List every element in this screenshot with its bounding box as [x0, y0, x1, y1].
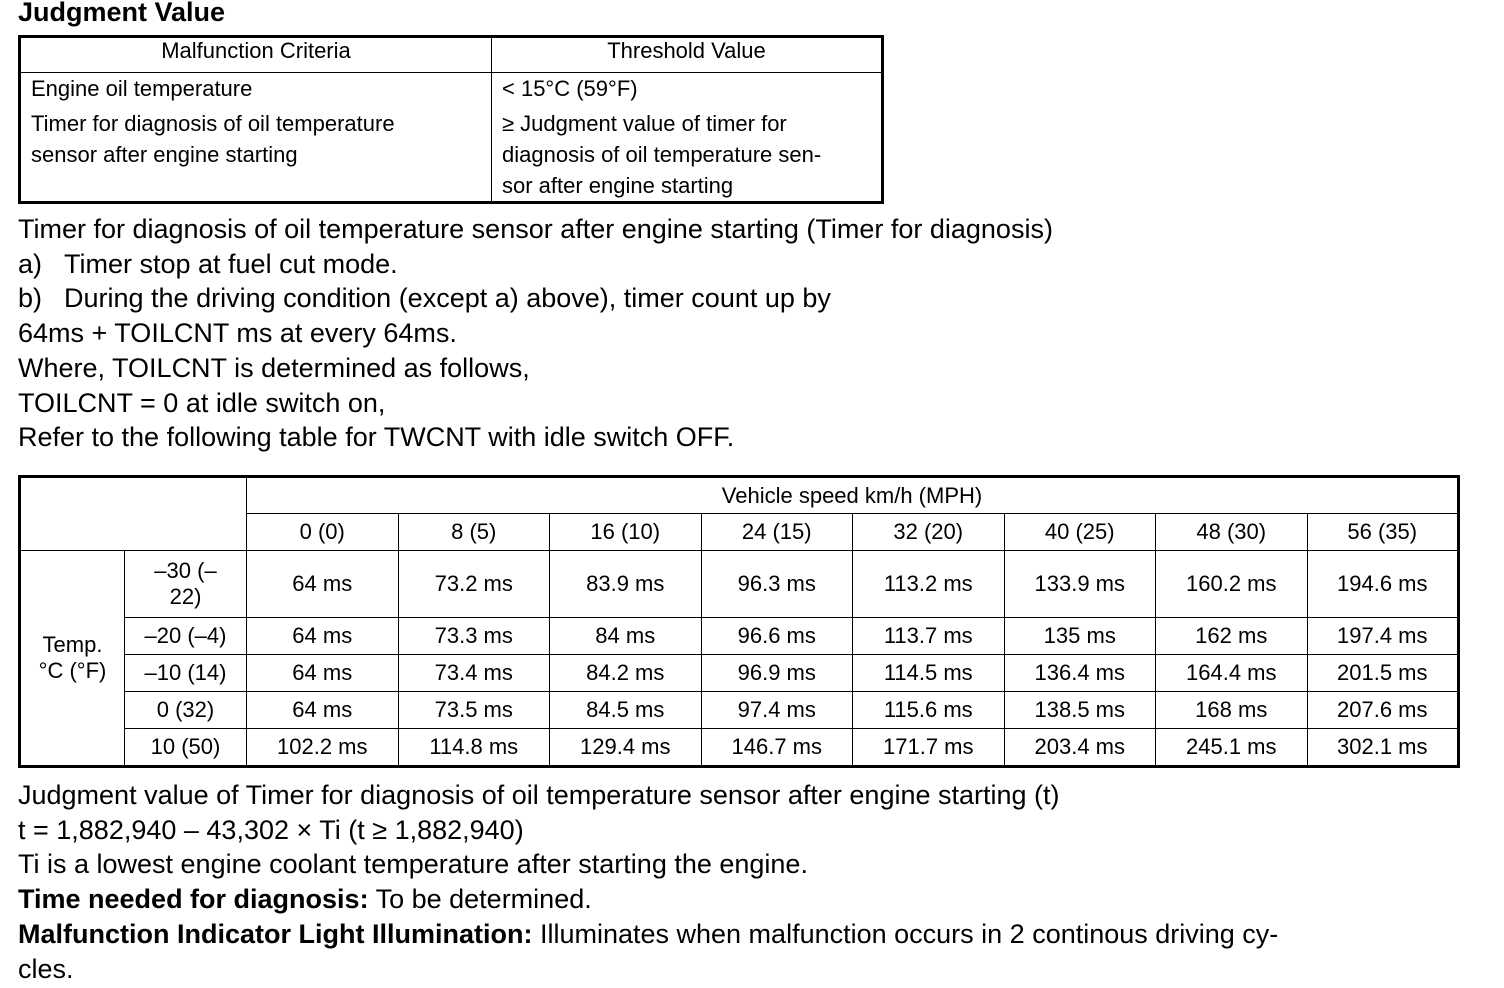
threshold-line: < 15°C (59°F) — [502, 76, 638, 101]
threshold-header: Threshold Value — [492, 37, 883, 73]
value-cell: 114.5 ms — [853, 655, 1005, 692]
threshold-cell — [492, 73, 883, 203]
value-cell: 113.2 ms — [853, 551, 1005, 618]
threshold-line: sor after engine starting — [502, 173, 734, 198]
criteria-header: Malfunction Criteria — [20, 37, 492, 73]
value-cell: 102.2 ms — [247, 729, 399, 767]
value-cell: 115.6 ms — [853, 692, 1005, 729]
value-cell: 84.5 ms — [550, 692, 702, 729]
value-cell: 160.2 ms — [1156, 551, 1308, 618]
mil-value: Illuminates when malfunction occurs in 2 continous driving cy- — [532, 918, 1279, 949]
speed-cell: 24 (15) — [701, 514, 853, 551]
temp-cell — [125, 551, 247, 618]
value-cell: 146.7 ms — [701, 729, 853, 767]
mil-label: Malfunction Indicator Light Illumination: — [18, 918, 533, 949]
table-row — [20, 692, 1459, 729]
mil-line — [18, 917, 1478, 952]
criteria-table — [18, 35, 884, 204]
temp-cell: –10 (14) — [125, 655, 247, 692]
timer-description — [18, 212, 1053, 455]
time-needed-label: Time needed for diagnosis: — [18, 884, 369, 915]
speed-cell: 0 (0) — [247, 514, 399, 551]
value-cell: 133.9 ms — [1004, 551, 1156, 618]
description-line: TOILCNT = 0 at idle switch on, — [18, 387, 386, 418]
value-cell: 64 ms — [247, 692, 399, 729]
criteria-line: Engine oil temperature — [31, 76, 253, 101]
temp-cell-line: –30 (– — [154, 558, 217, 583]
speed-cell: 8 (5) — [398, 514, 550, 551]
corner-cell — [20, 477, 247, 551]
criteria-table-header-row — [20, 37, 883, 73]
threshold-line: diagnosis of oil temperature sen- — [502, 142, 822, 167]
value-cell: 64 ms — [247, 551, 399, 618]
value-cell: 135 ms — [1004, 618, 1156, 655]
value-cell: 138.5 ms — [1004, 692, 1156, 729]
temp-cell: 10 (50) — [125, 729, 247, 767]
speed-cell: 16 (10) — [550, 514, 702, 551]
speed-header: Vehicle speed km/h (MPH) — [247, 477, 1459, 514]
value-cell: 73.4 ms — [398, 655, 550, 692]
table-row — [20, 655, 1459, 692]
value-cell: 83.9 ms — [550, 551, 702, 618]
value-cell: 64 ms — [247, 655, 399, 692]
criteria-line: sensor after engine starting — [31, 142, 298, 167]
timer-table-header-row — [20, 477, 1459, 514]
value-cell: 201.5 ms — [1307, 655, 1459, 692]
value-cell: 162 ms — [1156, 618, 1308, 655]
value-cell: 203.4 ms — [1004, 729, 1156, 767]
list-text: Timer stop at fuel cut mode. — [64, 248, 398, 279]
table-row — [20, 618, 1459, 655]
list-item-a — [18, 247, 1053, 282]
table-row — [20, 551, 1459, 618]
temp-header-line: Temp. — [42, 632, 103, 657]
value-cell: 245.1 ms — [1156, 729, 1308, 767]
value-cell: 84 ms — [550, 618, 702, 655]
section-heading: Judgment Value — [18, 0, 226, 27]
description-line: Where, TOILCNT is determined as follows, — [18, 352, 530, 383]
value-cell: 194.6 ms — [1307, 551, 1459, 618]
value-cell: 136.4 ms — [1004, 655, 1156, 692]
description-line: 64ms + TOILCNT ms at every 64ms. — [18, 318, 457, 349]
value-cell: 171.7 ms — [853, 729, 1005, 767]
table-row — [20, 729, 1459, 767]
description-line: Refer to the following table for TWCNT with idle switch OFF. — [18, 422, 735, 453]
speed-cell: 32 (20) — [853, 514, 1005, 551]
speed-cell: 56 (35) — [1307, 514, 1459, 551]
value-cell: 114.8 ms — [398, 729, 550, 767]
formula-line: t = 1,882,940 – 43,302 × Ti (t ≥ 1,882,940) — [18, 814, 524, 845]
list-text: During the driving condition (except a) above), timer count up by — [64, 283, 831, 314]
value-cell: 96.9 ms — [701, 655, 853, 692]
list-item-b — [18, 281, 1053, 316]
value-cell: 168 ms — [1156, 692, 1308, 729]
value-cell: 129.4 ms — [550, 729, 702, 767]
temp-cell-line: 22) — [169, 584, 202, 609]
time-needed-value: To be determined. — [368, 884, 592, 915]
value-cell: 96.3 ms — [701, 551, 853, 618]
value-cell: 113.7 ms — [853, 618, 1005, 655]
temp-header-line: °C (°F) — [38, 658, 107, 683]
footer-line: Judgment value of Timer for diagnosis of oil temperature sensor after engine starting (t) — [18, 780, 1060, 810]
value-cell: 164.4 ms — [1156, 655, 1308, 692]
speed-cell: 40 (25) — [1004, 514, 1156, 551]
description-line: Timer for diagnosis of oil temperature sensor after engine starting (Timer for diagnosis) — [18, 214, 1053, 244]
value-cell: 97.4 ms — [701, 692, 853, 729]
list-label: b) — [18, 283, 43, 314]
judgment-footer — [18, 778, 1478, 986]
threshold-line: ≥ Judgment value of timer for — [502, 111, 787, 136]
value-cell: 302.1 ms — [1307, 729, 1459, 767]
value-cell: 84.2 ms — [550, 655, 702, 692]
criteria-table-row — [20, 73, 883, 203]
temp-cell: –20 (–4) — [125, 618, 247, 655]
value-cell: 73.5 ms — [398, 692, 550, 729]
value-cell: 96.6 ms — [701, 618, 853, 655]
value-cell: 207.6 ms — [1307, 692, 1459, 729]
time-needed-line — [18, 882, 1478, 917]
criteria-cell — [20, 73, 492, 203]
footer-line: Ti is a lowest engine coolant temperature after starting the engine. — [18, 849, 808, 880]
value-cell: 73.2 ms — [398, 551, 550, 618]
value-cell: 64 ms — [247, 618, 399, 655]
timer-table — [18, 475, 1460, 768]
value-cell: 73.3 ms — [398, 618, 550, 655]
temp-header — [20, 551, 125, 767]
value-cell: 197.4 ms — [1307, 618, 1459, 655]
speed-cell: 48 (30) — [1156, 514, 1308, 551]
mil-line-cont: cles. — [18, 953, 74, 984]
list-label: a) — [18, 248, 43, 279]
temp-cell: 0 (32) — [125, 692, 247, 729]
criteria-line: Timer for diagnosis of oil temperature — [31, 111, 395, 136]
